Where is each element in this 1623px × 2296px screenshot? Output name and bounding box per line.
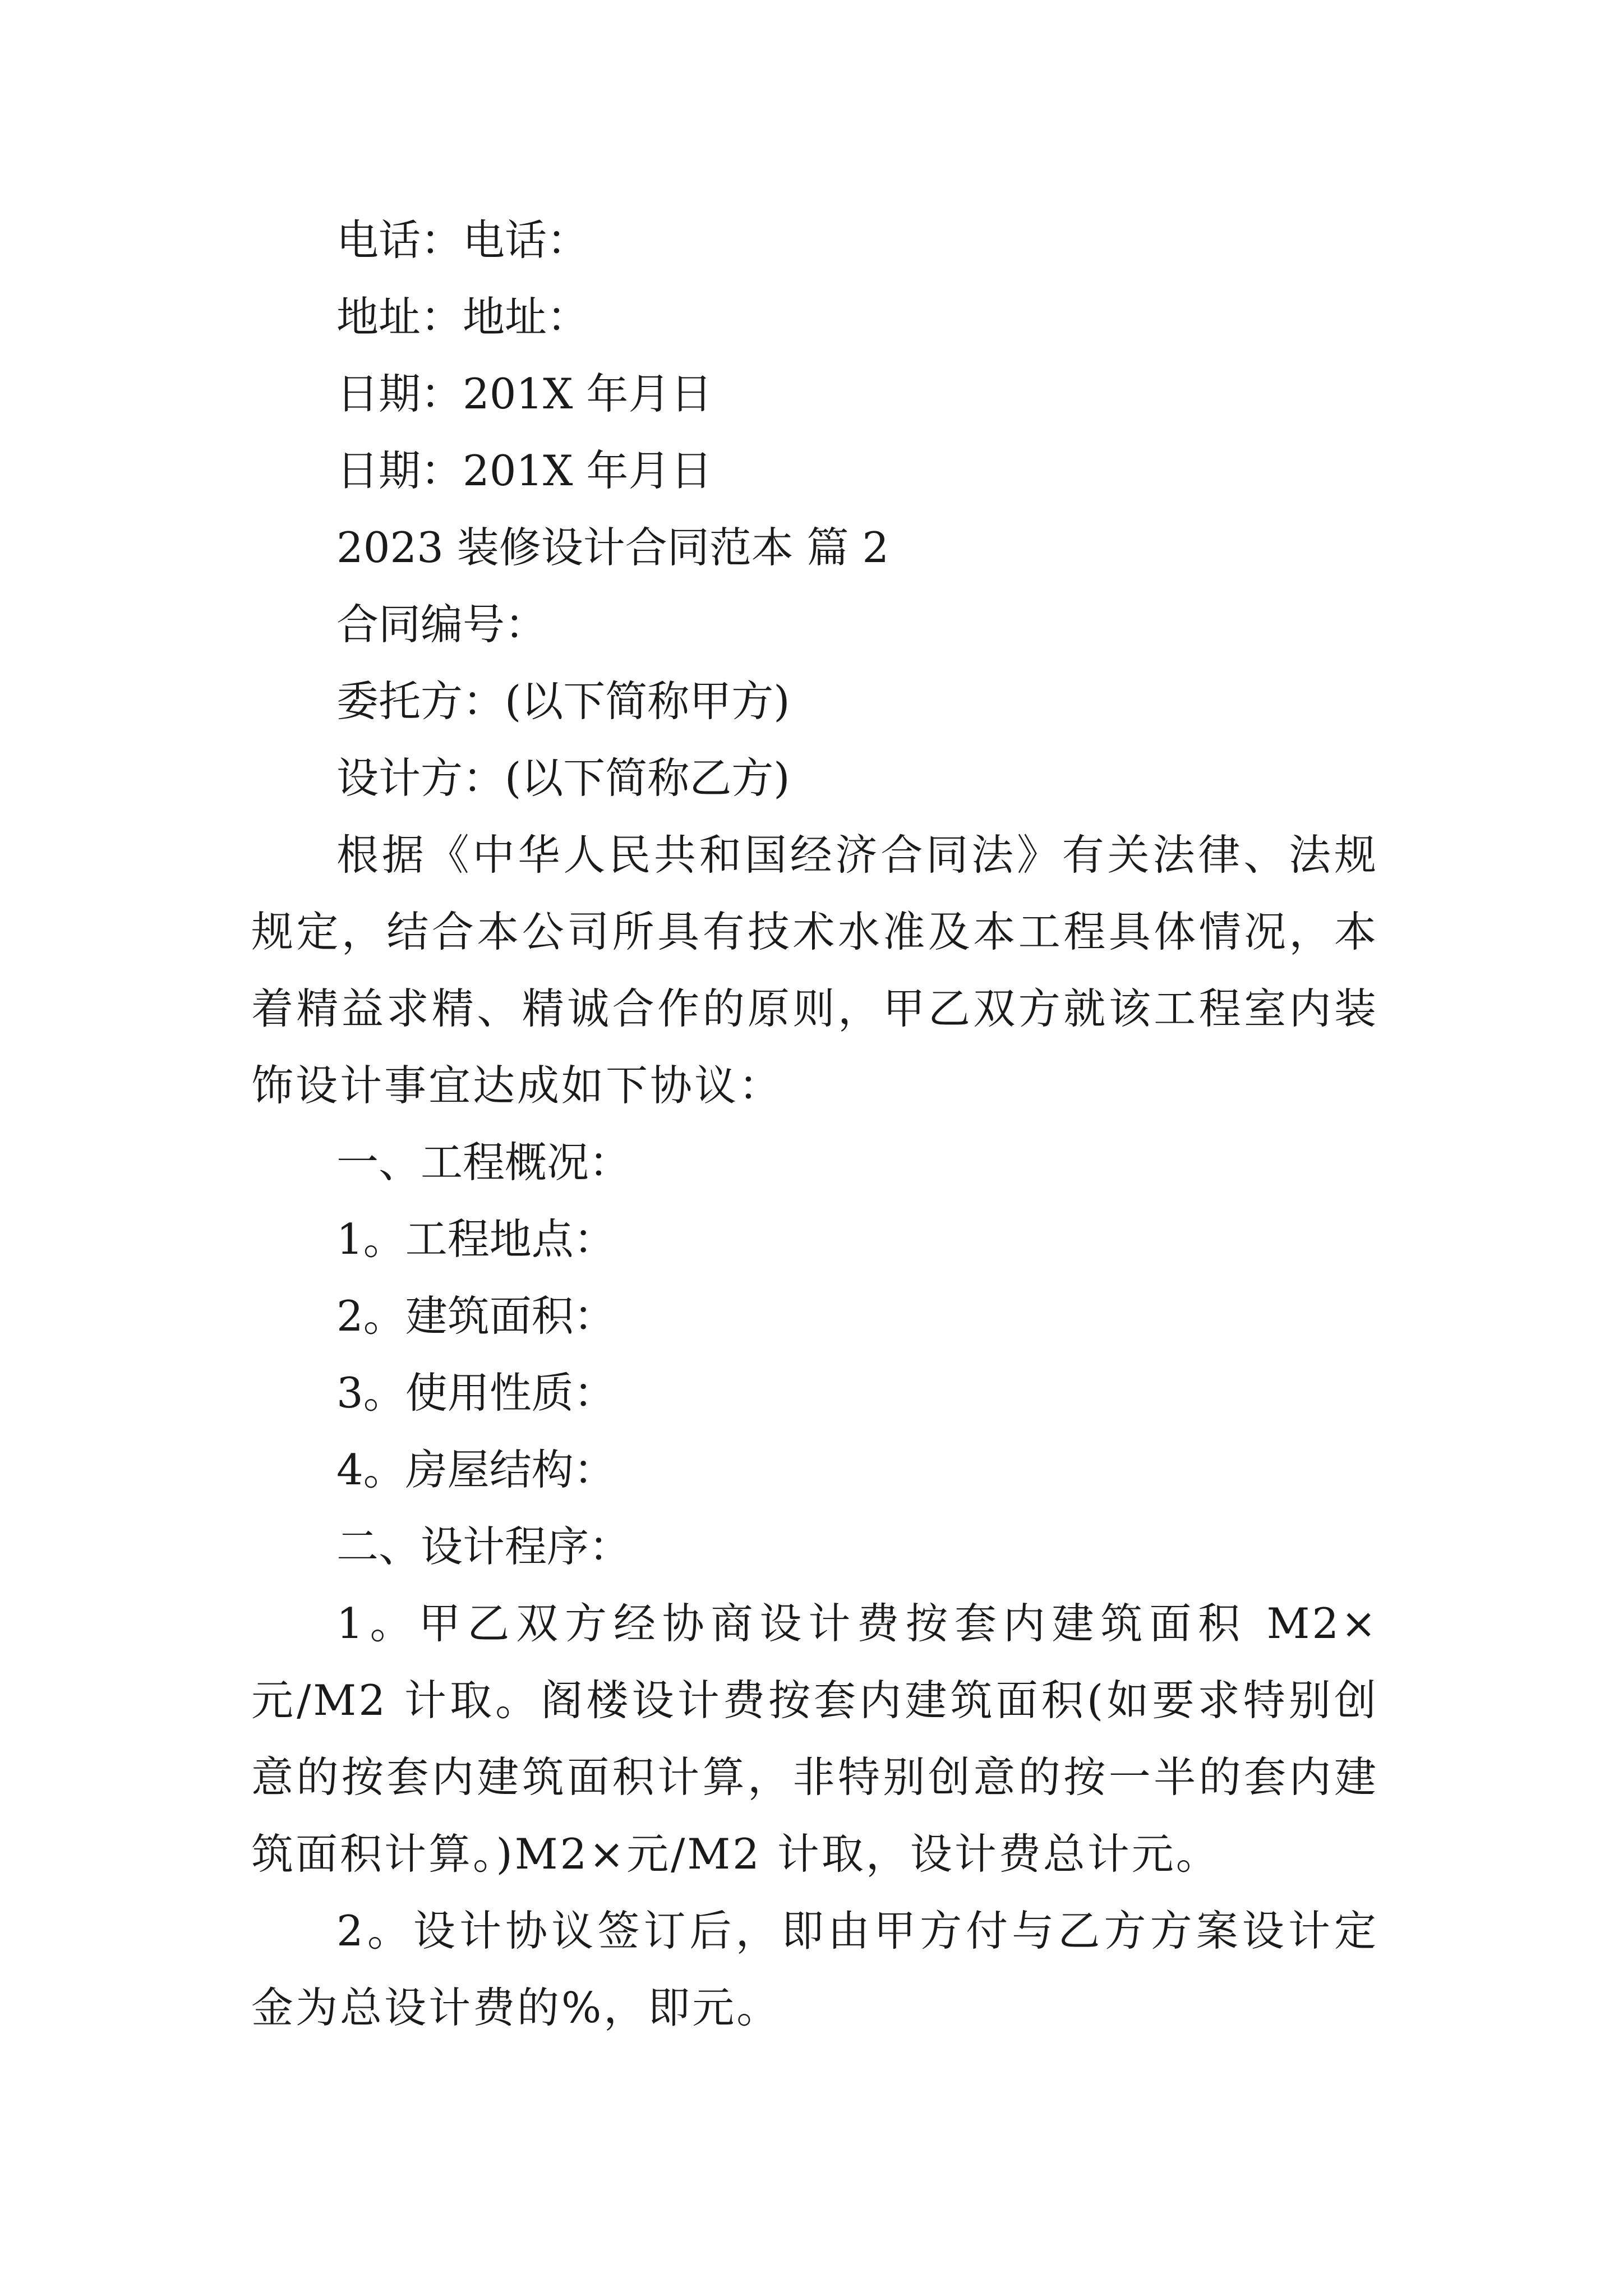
phone-line: 电话：电话： bbox=[336, 215, 589, 265]
intro-paragraph: 根据《中华人民共和国经济合同法》有关法律、法规规定，结合本公司所具有技术水准及本工程具体情况，本着精益求精、精诚合作的原则，甲乙双方就该工程室内装饰设计事宜达成如下协议： bbox=[251, 830, 1378, 1110]
section-2-paragraph: 1。甲乙双方经协商设计费按套内建筑面积 M2×元/M2 计取。阁楼设计费按套内建筑面积(如要求特别创意的按套内建筑面积计算，非特别创意的按一半的套内建筑面积计算。)M2×元/M2 计取，设计费总计元。 bbox=[251, 1599, 1378, 1879]
section-1-item: 3。使用性质： bbox=[336, 1368, 616, 1418]
section-2-paragraph: 2。设计协议签订后，即由甲方付与乙方方案设计定金为总设计费的%，即元。 bbox=[251, 1906, 1378, 2032]
section-1-item: 2。建筑面积： bbox=[336, 1291, 616, 1341]
date-line-2: 日期：201X 年月日 bbox=[336, 446, 713, 495]
date-line-1: 日期：201X 年月日 bbox=[336, 369, 713, 418]
section-1-item: 4。房屋结构： bbox=[336, 1445, 616, 1494]
section-1-heading: 一、工程概况： bbox=[336, 1138, 631, 1187]
client-party: 委托方：(以下简称甲方) bbox=[336, 677, 790, 726]
section-title: 2023 装修设计合同范本 篇 2 bbox=[336, 523, 889, 572]
address-line: 地址：地址： bbox=[336, 292, 589, 342]
section-2-heading: 二、设计程序： bbox=[336, 1522, 631, 1571]
document-body bbox=[251, 202, 1378, 2046]
contract-number: 合同编号： bbox=[336, 600, 547, 649]
section-1-item: 1。工程地点： bbox=[336, 1214, 616, 1264]
designer-party: 设计方：(以下简称乙方) bbox=[336, 753, 790, 803]
